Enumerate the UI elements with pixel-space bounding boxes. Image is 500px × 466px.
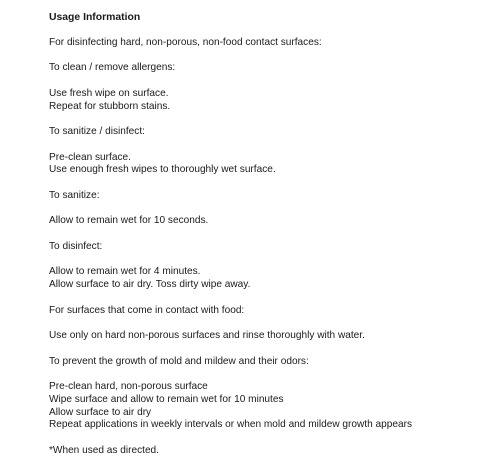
spacer bbox=[49, 50, 494, 63]
spacer bbox=[49, 24, 494, 37]
mold-prevention-heading: To prevent the growth of mold and mildew and their odors: bbox=[49, 355, 309, 367]
disinfect-instruction: Allow to remain wet for 4 minutes. bbox=[49, 266, 201, 278]
disinfect-heading: To disinfect: bbox=[49, 240, 103, 252]
spacer bbox=[49, 343, 494, 356]
sanitize-disinfect-instruction: Use enough fresh wipes to thoroughly wet surface. bbox=[49, 164, 276, 176]
clean-instruction: Repeat for stubborn stains. bbox=[49, 100, 171, 112]
intro-text: For disinfecting hard, non-porous, non-food contact surfaces: bbox=[49, 36, 322, 48]
mold-prevention-instruction: Pre-clean hard, non-porous surface bbox=[49, 381, 208, 392]
mold-prevention-instruction: Repeat applications in weekly intervals or when mold and mildew growth appears bbox=[49, 419, 413, 431]
sanitize-disinfect-instruction: Pre-clean surface. bbox=[49, 151, 131, 163]
spacer bbox=[49, 432, 494, 445]
spacer bbox=[49, 228, 494, 241]
mold-prevention-instruction: Allow surface to air dry bbox=[49, 406, 152, 418]
spacer bbox=[49, 292, 494, 305]
disinfect-instruction: Allow surface to air dry. Toss dirty wipe away. bbox=[49, 279, 251, 290]
usage-information-document bbox=[49, 11, 494, 458]
clean-instruction: Use fresh wipe on surface. bbox=[49, 87, 169, 99]
document-title: Usage Information bbox=[49, 12, 141, 23]
sanitize-disinfect-heading: To sanitize / disinfect: bbox=[49, 126, 145, 137]
food-surfaces-heading: For surfaces that come in contact with food: bbox=[49, 304, 245, 316]
spacer bbox=[49, 368, 494, 381]
spacer bbox=[49, 203, 494, 216]
spacer bbox=[49, 254, 494, 267]
food-surfaces-instruction: Use only on hard non-porous surfaces and rinse thoroughly with water. bbox=[49, 330, 365, 341]
spacer bbox=[49, 75, 494, 88]
mold-prevention-instruction: Wipe surface and allow to remain wet for 10 minutes bbox=[49, 393, 284, 405]
clean-heading: To clean / remove allergens: bbox=[49, 62, 176, 74]
sanitize-instruction: Allow to remain wet for 10 seconds. bbox=[49, 215, 209, 227]
spacer bbox=[49, 177, 494, 190]
spacer bbox=[49, 113, 494, 126]
spacer bbox=[49, 317, 494, 330]
footnote: *When used as directed. bbox=[49, 444, 159, 456]
spacer bbox=[49, 139, 494, 152]
sanitize-heading: To sanitize: bbox=[49, 189, 100, 201]
